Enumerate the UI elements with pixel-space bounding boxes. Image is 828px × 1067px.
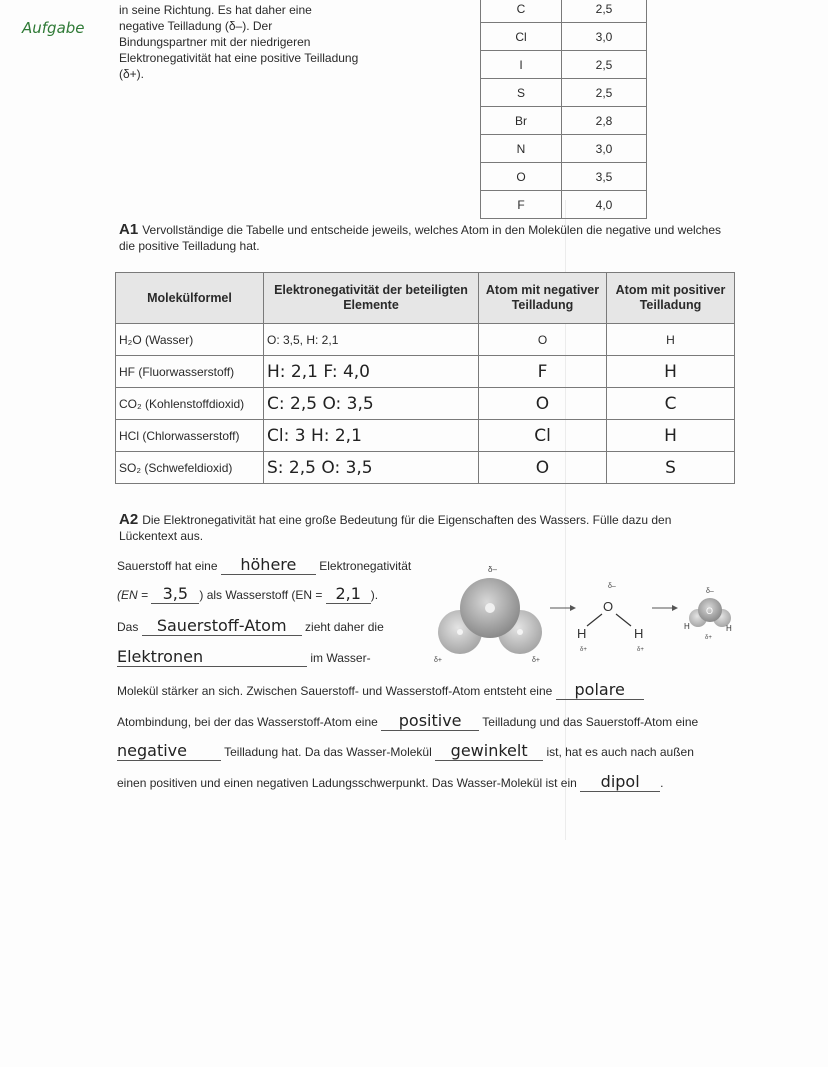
positive-atom[interactable]: C — [664, 393, 677, 414]
molecule-table — [115, 272, 735, 484]
positive-atom[interactable]: S — [665, 457, 676, 478]
element-symbol: I — [481, 51, 562, 79]
molecule-formula: SO₂ (Schwefeldioxid) — [119, 460, 233, 475]
negative-atom[interactable]: Cl — [534, 425, 551, 446]
element-symbol: Br — [481, 107, 562, 135]
fill-polare[interactable]: polare — [556, 681, 644, 700]
en-values[interactable]: S: 2,5 O: 3,5 — [267, 457, 373, 478]
cloze-line-2: (EN = 3,5 ) als Wasserstoff (EN = 2,1 ). — [117, 584, 379, 603]
element-symbol: Cl — [481, 23, 562, 51]
task-a2 — [119, 512, 729, 544]
positive-atom: H — [666, 332, 675, 347]
delta-plus-label: δ+ — [434, 657, 442, 664]
en-value: 2,5 — [562, 51, 647, 79]
en-value: 2,8 — [562, 107, 647, 135]
en-table-row — [481, 79, 647, 107]
en-values[interactable]: Cl: 3 H: 2,1 — [267, 425, 362, 446]
svg-text:H: H — [634, 626, 644, 641]
header-positive: Atom mit positiver Teilladung — [607, 273, 735, 324]
fill-negative[interactable]: negative — [117, 742, 221, 761]
task-a2-label: A2 — [119, 511, 139, 528]
negative-atom: O — [537, 332, 548, 347]
en-value: 2,5 — [562, 79, 647, 107]
header-formula: Molekülformel — [116, 273, 264, 324]
margin-note: Aufgabe — [22, 19, 85, 37]
positive-atom[interactable]: H — [664, 425, 677, 446]
en-value: 4,0 — [562, 191, 647, 219]
en-table-row — [481, 191, 647, 219]
en-table-row — [481, 107, 647, 135]
fill-en-oxygen[interactable]: 3,5 — [151, 585, 199, 604]
en-values[interactable]: H: 2,1 F: 4,0 — [267, 361, 370, 382]
water-molecule-figure — [420, 560, 750, 670]
svg-text:δ+: δ+ — [705, 635, 712, 641]
cloze-line-6: Atombindung, bei der das Wasserstoff-Atom eine positive Teilladung und das Sauerstoff-Atom eine — [117, 711, 699, 730]
fill-gewinkelt[interactable]: gewinkelt — [435, 742, 543, 761]
en-value: 3,5 — [562, 163, 647, 191]
svg-text:H: H — [577, 626, 587, 641]
header-negative: Atom mit negativer Teilladung — [479, 273, 607, 324]
en-table-row — [481, 163, 647, 191]
en-table-row — [481, 135, 647, 163]
element-symbol: O — [481, 163, 562, 191]
svg-text:H: H — [684, 622, 690, 631]
fill-dipol[interactable]: dipol — [580, 773, 660, 792]
molecule-row — [116, 420, 735, 452]
element-symbol: N — [481, 135, 562, 163]
en-values: O: 3,5, H: 2,1 — [267, 332, 339, 347]
cloze-line-5: Molekül stärker an sich. Zwischen Sauerstoff- und Wasserstoff-Atom entsteht eine polare — [117, 681, 644, 700]
small-molecule-model — [684, 588, 732, 641]
positive-atom[interactable]: H — [664, 361, 677, 382]
lewis-structure — [577, 583, 644, 653]
en-values[interactable]: C: 2,5 O: 3,5 — [267, 393, 374, 414]
arrow — [550, 605, 576, 611]
cloze-line-7: negative Teilladung hat. Da das Wasser-Molekül gewinkelt ist, hat es auch nach außen — [117, 741, 694, 760]
svg-text:δ+: δ+ — [580, 647, 587, 653]
en-table-row — [481, 51, 647, 79]
negative-atom[interactable]: O — [535, 393, 550, 414]
en-value: 3,0 — [562, 135, 647, 163]
molecule-formula: HCl (Chlorwasserstoff) — [119, 428, 240, 443]
fill-positive[interactable]: positive — [381, 712, 479, 731]
delta-minus-label: δ– — [488, 565, 497, 574]
en-table-row — [481, 23, 647, 51]
task-a1 — [119, 222, 729, 254]
molecule-formula: HF (Fluorwasserstoff) — [119, 364, 235, 379]
molecule-formula: CO₂ (Kohlenstoffdioxid) — [119, 396, 245, 411]
cloze-line-8: einen positiven und einen negativen Ladungsschwerpunkt. Das Wasser-Molekül ist ein dipol . — [117, 772, 664, 791]
molecule-row — [116, 452, 735, 484]
molecule-row — [116, 388, 735, 420]
electronegativity-table — [480, 0, 647, 219]
en-value: 2,5 — [562, 0, 647, 23]
svg-text:O: O — [706, 606, 714, 616]
header-en: Elektronegativität der beteiligten Elemente — [264, 273, 479, 324]
cloze-line-4: Elektronen im Wasser- — [117, 647, 371, 666]
svg-text:δ–: δ– — [608, 583, 616, 590]
fill-elektronen[interactable]: Elektronen — [117, 648, 307, 667]
arrow — [652, 605, 678, 611]
en-table-row — [481, 0, 647, 23]
svg-text:δ+: δ+ — [637, 647, 644, 653]
delta-plus-label: δ+ — [532, 657, 540, 664]
molecule-row — [116, 356, 735, 388]
svg-text:δ–: δ– — [706, 588, 714, 595]
fill-sauerstoff-atom[interactable]: Sauerstoff-Atom — [142, 617, 302, 636]
molecule-row — [116, 324, 735, 356]
cloze-line-3: Das Sauerstoff-Atom zieht daher die — [117, 616, 384, 635]
element-symbol: C — [481, 0, 562, 23]
svg-text:O: O — [603, 599, 614, 614]
svg-text:H: H — [726, 624, 732, 633]
fill-en-hydrogen[interactable]: 2,1 — [326, 585, 371, 604]
task-a1-text: Vervollständige die Tabelle und entscheide jeweils, welches Atom in den Molekülen die negative und welches die positive Teilladung hat. — [119, 223, 721, 253]
cloze-line-1: Sauerstoff hat eine höhere Elektronegativität — [117, 555, 412, 574]
molecule-formula: H₂O (Wasser) — [119, 332, 194, 347]
element-symbol: S — [481, 79, 562, 107]
task-a1-label: A1 — [119, 221, 139, 238]
negative-atom[interactable]: F — [537, 361, 548, 382]
negative-atom[interactable]: O — [535, 457, 550, 478]
en-value: 3,0 — [562, 23, 647, 51]
space-filling-model — [434, 565, 542, 664]
element-symbol: F — [481, 191, 562, 219]
fill-hoehere[interactable]: höhere — [221, 556, 316, 575]
task-a2-text: Die Elektronegativität hat eine große Bedeutung für die Eigenschaften des Wassers. Fülle dazu den Lückentext aus. — [119, 513, 672, 543]
intro-paragraph: in seine Richtung. Es hat daher eine negative Teilladung (δ–). Der Bindungspartner mit der niedrigeren Elektronegativität hat eine positive Teilladung (δ+). — [119, 3, 359, 81]
